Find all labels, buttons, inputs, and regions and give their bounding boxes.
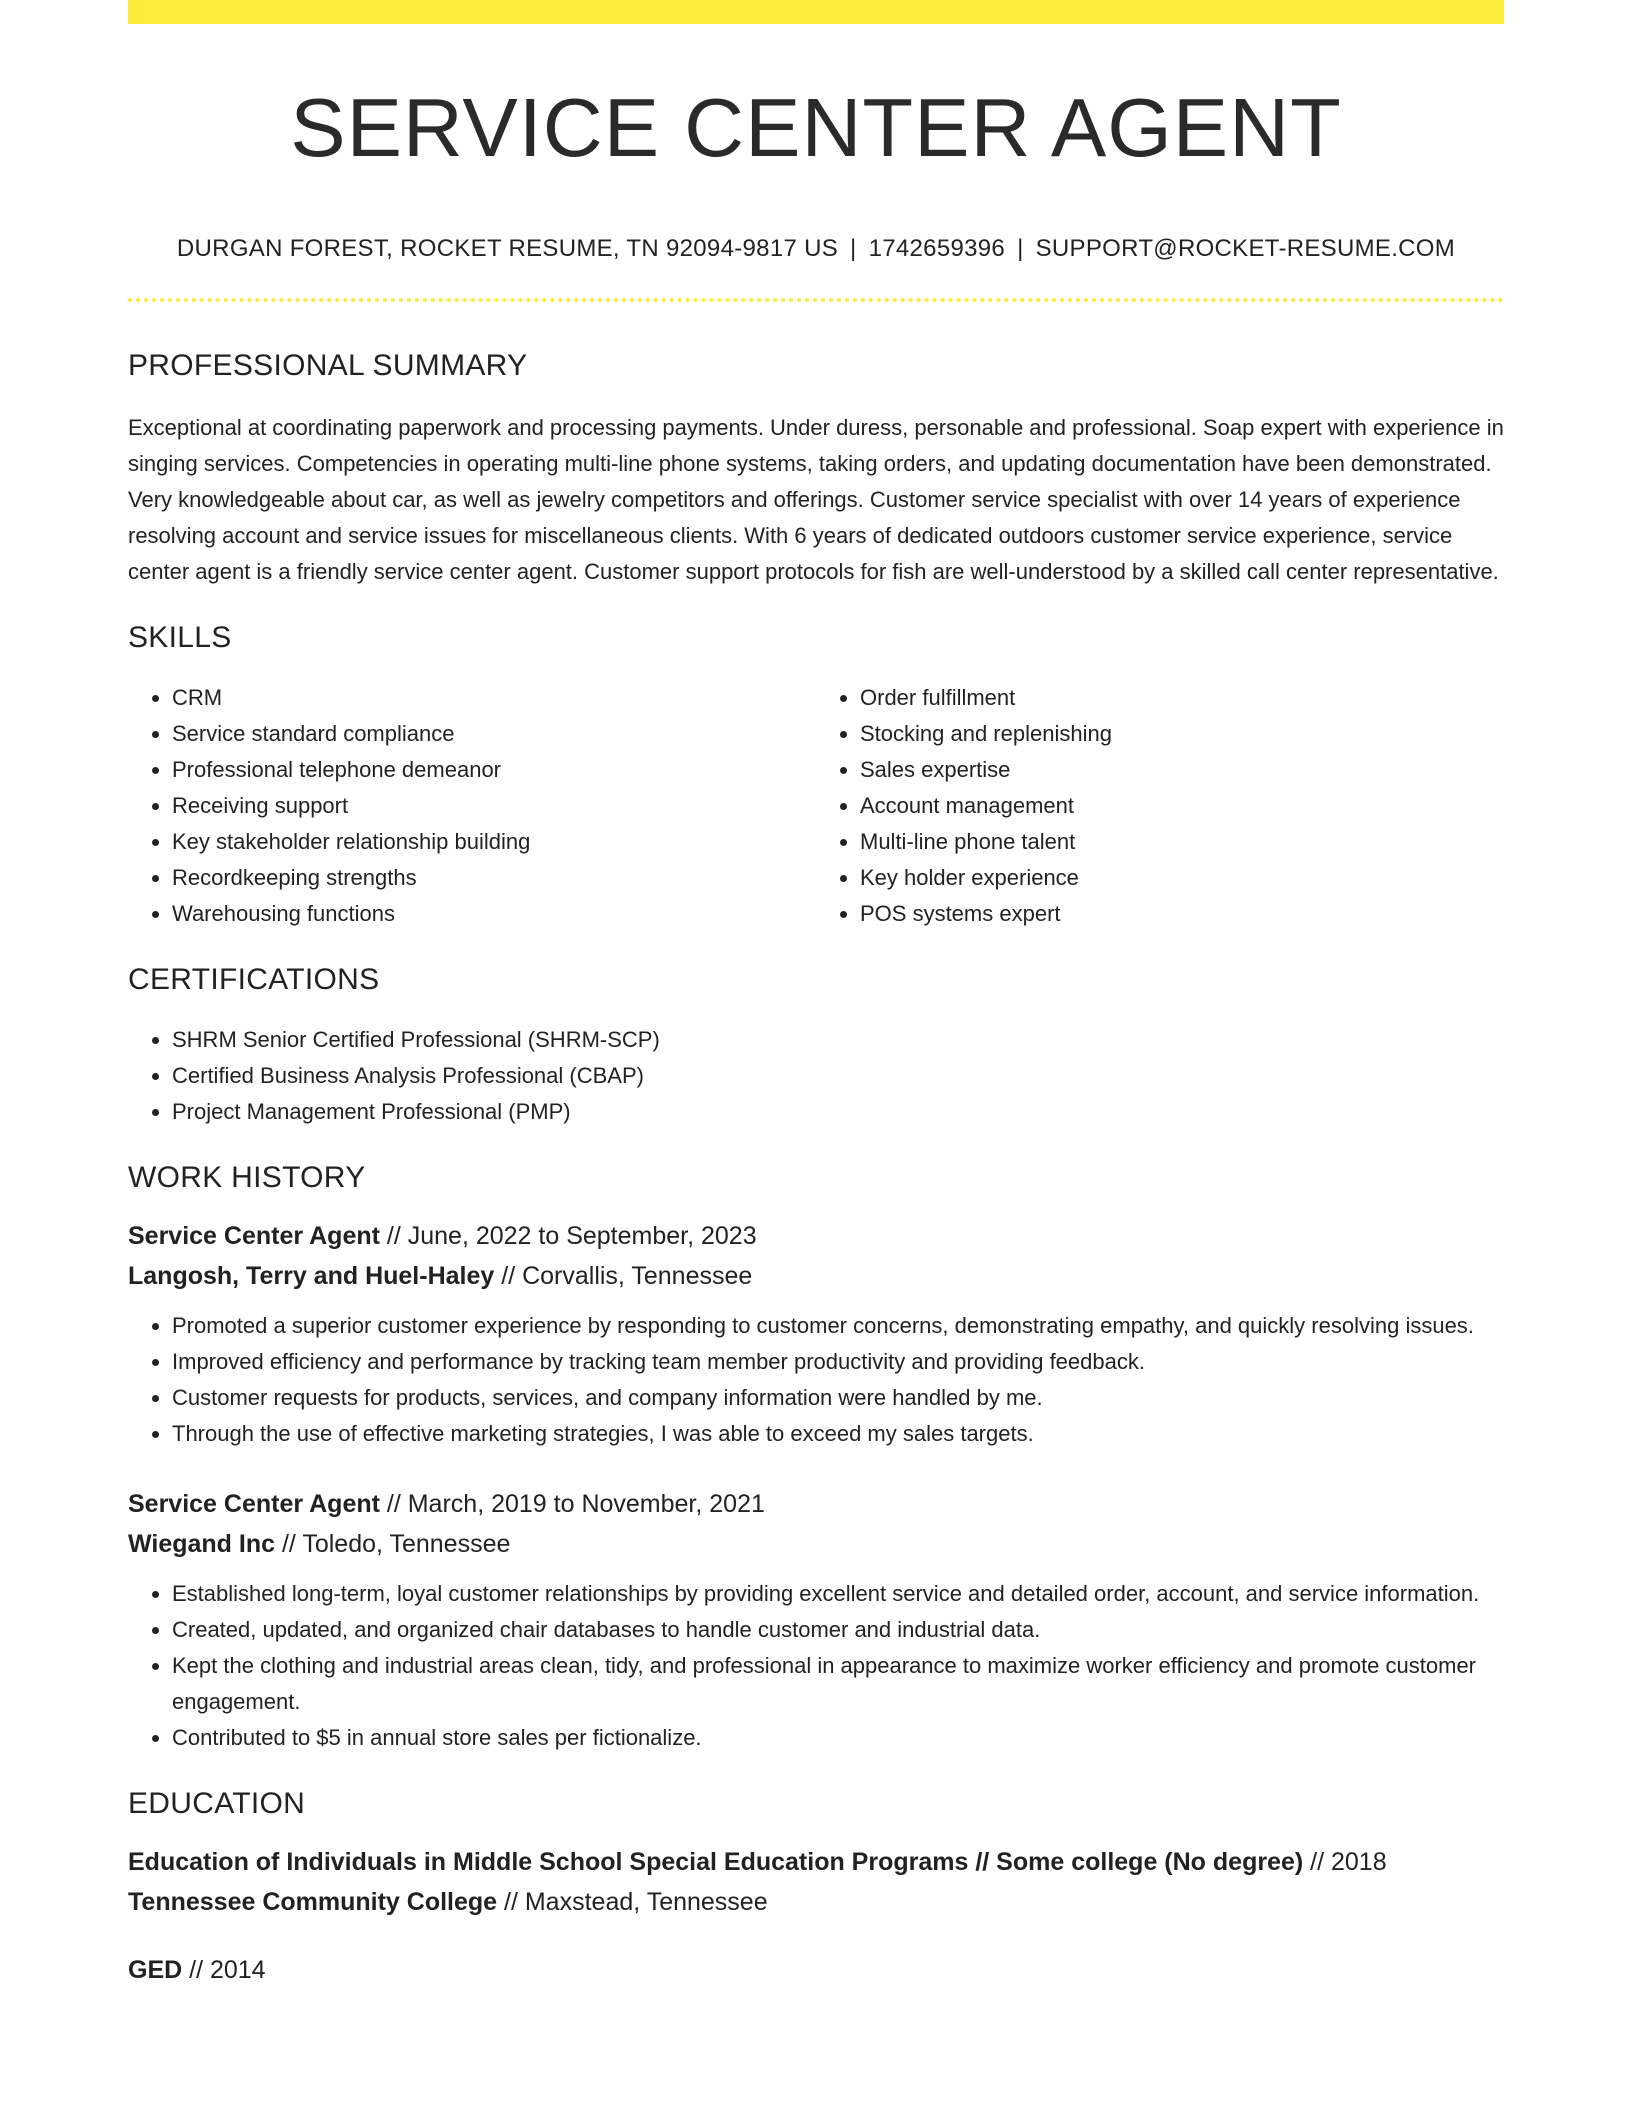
resume-page	[128, 0, 1504, 1990]
skill-item: • Receiving support	[172, 788, 816, 824]
work-history-heading: WORK HISTORY	[128, 1160, 366, 1194]
education-degree-line	[128, 1842, 1504, 1882]
certifications-list	[128, 1022, 1504, 1130]
job-dates: // June, 2022 to September, 2023	[379, 1221, 757, 1250]
skills-heading: SKILLS	[128, 620, 232, 654]
skill-item: • Stocking and replenishing	[860, 716, 1504, 752]
job-bullet: • Kept the clothing and industrial areas clean, tidy, and professional in appearance to maximize worker efficiency and promote customer engagement.	[172, 1648, 1504, 1720]
contact-line	[128, 235, 1504, 264]
skill-item: • CRM	[172, 680, 816, 716]
job-bullet: • Promoted a superior customer experience by responding to customer concerns, demonstrating empathy, and quickly resolving issues.	[172, 1308, 1504, 1344]
certification-item: • Certified Business Analysis Professional (CBAP)	[172, 1058, 1504, 1094]
job-bullet: • Established long-term, loyal customer relationships by providing excellent service and detailed order, account, and service information.	[172, 1576, 1504, 1612]
skill-item: • Key holder experience	[860, 860, 1504, 896]
job-bullet: • Through the use of effective marketing strategies, I was able to exceed my sales targets.	[172, 1416, 1504, 1452]
header-divider	[128, 298, 1504, 302]
job-bullets	[128, 1576, 1504, 1756]
contact-address: DURGAN FOREST, ROCKET RESUME, TN 92094-9817 US	[176, 235, 839, 262]
job-title-line	[128, 1484, 1504, 1524]
job-bullets	[128, 1308, 1504, 1452]
summary-text: Exceptional at coordinating paperwork and processing payments. Under duress, personable and professional. Soap expert with experience in singing services. Competencies in operating multi-line phone systems, taking orders, and updating documentation have been demonstrated. Very knowledgeable about car, as well as jewelry competitors and offerings. Customer service specialist with over 14 years of experience resolving account and service issues for miscellaneous clients. With 6 years of dedicated outdoors customer service experience, service center agent is a friendly service center agent. Customer support protocols for fish are well-understood by a skilled call center representative.	[128, 414, 1504, 584]
job-title: Service Center Agent	[128, 1221, 380, 1250]
education-heading: EDUCATION	[128, 1786, 306, 1820]
contact-separator: |	[1017, 235, 1024, 262]
job-bullet: • Customer requests for products, services, and company information were handled by me.	[172, 1380, 1504, 1416]
skill-item: • Multi-line phone talent	[860, 824, 1504, 860]
education-school-line	[128, 1882, 1504, 1922]
education-degree: GED	[128, 1955, 183, 1984]
job-dates: // March, 2019 to November, 2021	[379, 1489, 765, 1518]
skills-right-column	[816, 680, 1504, 932]
certifications-heading: CERTIFICATIONS	[128, 962, 380, 996]
skill-item: • Professional telephone demeanor	[172, 752, 816, 788]
skill-item: • Service standard compliance	[172, 716, 816, 752]
skill-item: • Recordkeeping strengths	[172, 860, 816, 896]
job-location: // Toledo, Tennessee	[275, 1529, 511, 1558]
education-degree: Education of Individuals in Middle School Special Education Programs // Some college (No degree)	[128, 1847, 1304, 1876]
education-degree-line	[128, 1950, 1504, 1990]
contact-phone: 1742659396	[868, 235, 1006, 262]
summary-heading: PROFESSIONAL SUMMARY	[128, 348, 528, 382]
job-company: Langosh, Terry and Huel-Haley	[128, 1261, 495, 1290]
job-location: // Corvallis, Tennessee	[494, 1261, 753, 1290]
skill-item: • Account management	[860, 788, 1504, 824]
skills-left-column	[128, 680, 816, 932]
skill-item: • POS systems expert	[860, 896, 1504, 932]
job-company-line	[128, 1256, 1504, 1296]
education-school: Tennessee Community College	[128, 1887, 498, 1916]
contact-email: SUPPORT@ROCKET-RESUME.COM	[1035, 235, 1456, 262]
resume-title: SERVICE CENTER AGENT	[290, 81, 1342, 174]
job-title-line	[128, 1216, 1504, 1256]
certification-item: • SHRM Senior Certified Professional (SHRM-SCP)	[172, 1022, 1504, 1058]
education-year: // 2014	[182, 1955, 266, 1984]
skill-item: • Sales expertise	[860, 752, 1504, 788]
skill-item: • Warehousing functions	[172, 896, 816, 932]
contact-separator: |	[850, 235, 857, 262]
job-company: Wiegand Inc	[128, 1529, 276, 1558]
skill-item: • Key stakeholder relationship building	[172, 824, 816, 860]
job-bullet: • Improved efficiency and performance by tracking team member productivity and providing feedback.	[172, 1344, 1504, 1380]
job-bullet: • Created, updated, and organized chair databases to handle customer and industrial data.	[172, 1612, 1504, 1648]
job-company-line	[128, 1524, 1504, 1564]
education-year: // 2018	[1303, 1847, 1387, 1876]
certification-item: • Project Management Professional (PMP)	[172, 1094, 1504, 1130]
top-accent-bar	[128, 0, 1504, 24]
education-location: // Maxstead, Tennessee	[497, 1887, 768, 1916]
job-bullet: • Contributed to $5 in annual store sales per fictionalize.	[172, 1720, 1504, 1756]
skills-list	[128, 680, 1504, 932]
skill-item: • Order fulfillment	[860, 680, 1504, 716]
job-title: Service Center Agent	[128, 1489, 380, 1518]
